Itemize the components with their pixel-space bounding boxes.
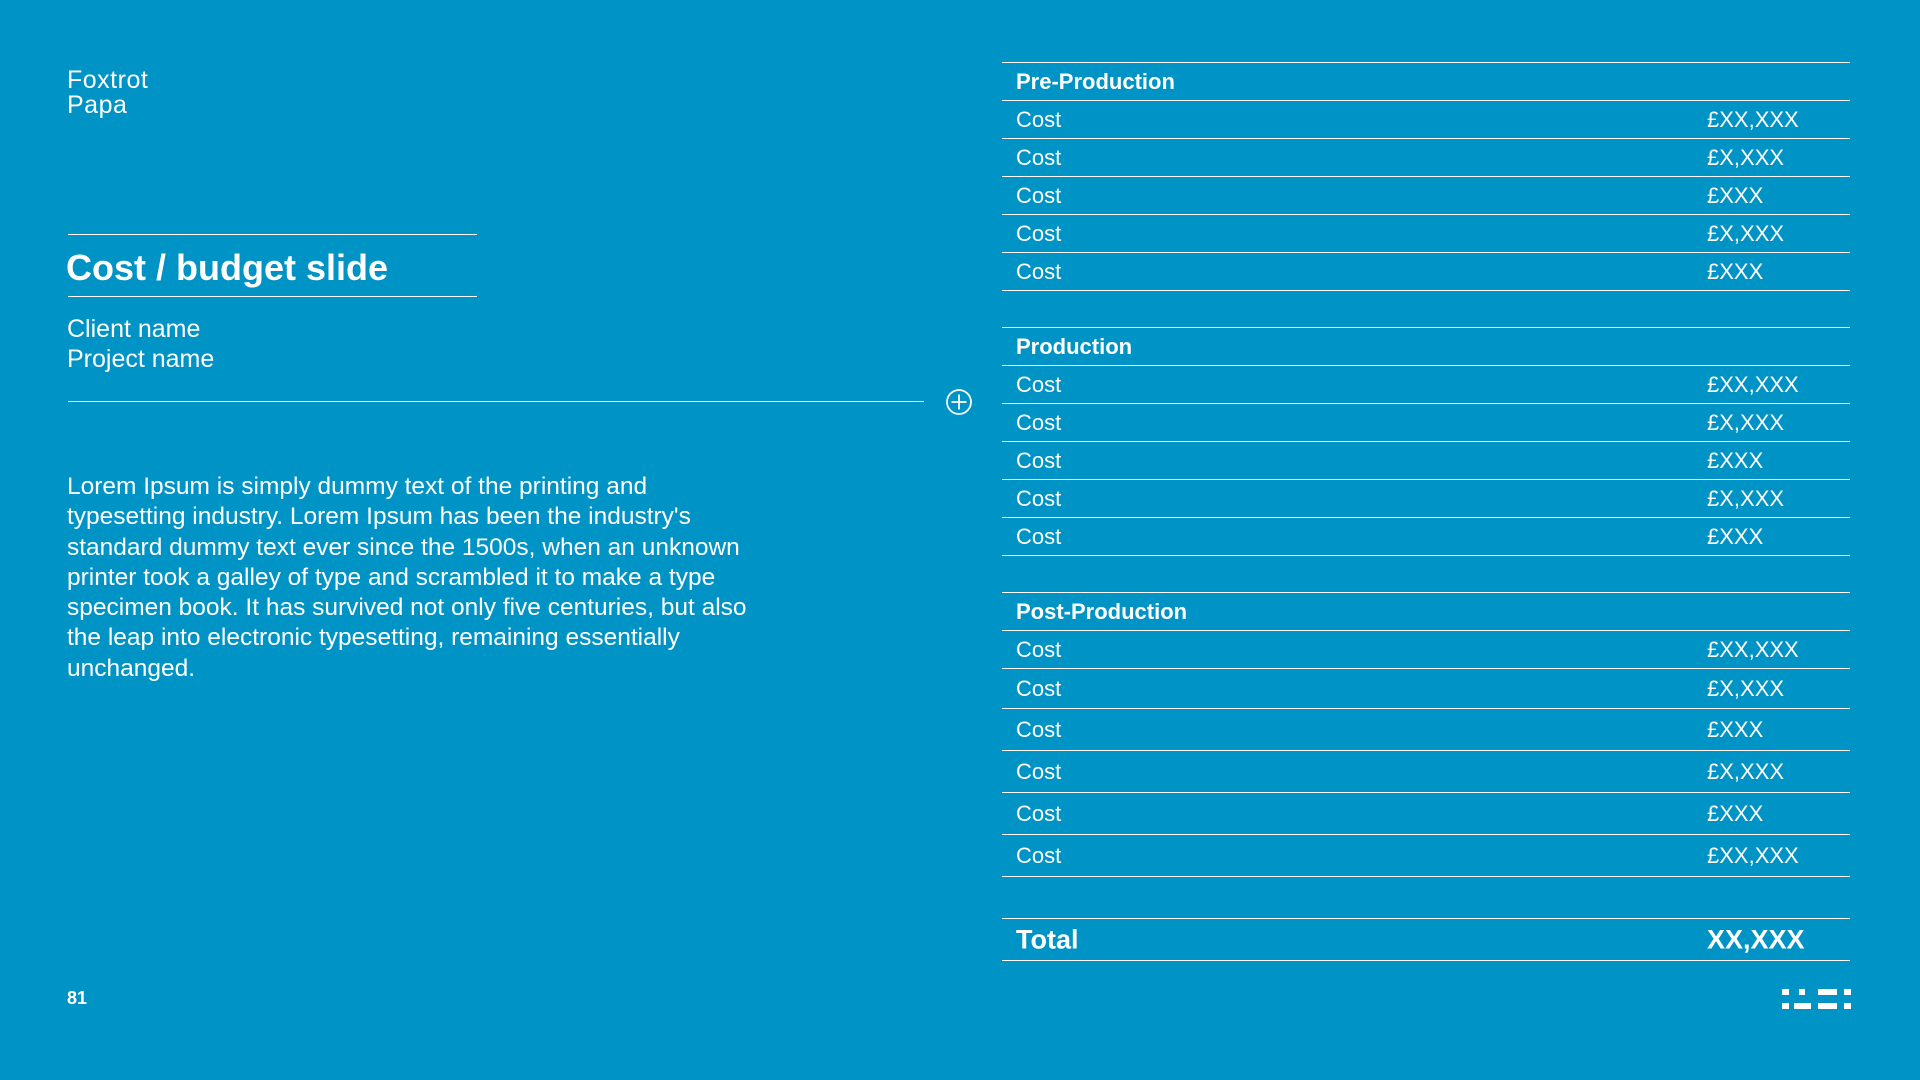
cost-value: £XXX [1707,258,1764,284]
total-end-rule [1002,960,1850,961]
cost-label: Cost [1016,106,1062,132]
client-name: Client name [67,315,201,343]
brand-mark-icon [1782,989,1851,1011]
table-row [1002,100,1850,138]
section-end-rule [1002,876,1850,877]
section-title: Post-Production [1016,598,1188,624]
cost-label: Cost [1016,758,1062,784]
cost-label: Cost [1016,842,1062,868]
page-number: 81 [67,988,88,1008]
section-header [1002,327,1850,365]
cost-value: £XXX [1707,523,1764,549]
cost-value: £X,XXX [1707,485,1785,511]
title-rule-bottom [68,296,477,297]
cost-label: Cost [1016,716,1062,742]
total-row [1002,918,1850,960]
table-row [1002,365,1850,403]
cost-label: Cost [1016,371,1062,397]
cost-value: £XX,XXX [1707,636,1799,662]
cost-label: Cost [1016,220,1062,246]
body-text: Lorem Ipsum is simply dummy text of the printing and typesetting industry. Lorem Ipsum has been the industry's standard dummy text ever since the 1500s, when an unknown printer took a galley of type and scrambled it to make a type specimen book. It has survived not only five centuries, but also the leap into electronic typesetting, remaining essentially unchanged. [67,473,747,682]
table-row [1002,750,1850,792]
cost-label: Cost [1016,485,1062,511]
table-row [1002,792,1850,834]
table-row [1002,708,1850,750]
cost-label: Cost [1016,182,1062,208]
section-end-rule [1002,290,1850,291]
cost-value: £X,XXX [1707,758,1785,784]
table-row [1002,517,1850,555]
section-header [1002,62,1850,100]
logo [67,68,148,118]
project-name: Project name [67,345,215,373]
total-value: XX,XXX [1707,924,1805,954]
cost-label: Cost [1016,523,1062,549]
cost-value: £X,XXX [1707,675,1785,701]
logo-line-1: Foxtrot [67,66,149,94]
section-header [1002,592,1850,630]
table-row [1002,668,1850,708]
cost-value: £XX,XXX [1707,842,1799,868]
table-row [1002,252,1850,290]
client-block [67,314,214,374]
table-row [1002,176,1850,214]
plus-circle-icon[interactable] [945,388,973,416]
cost-value: £XX,XXX [1707,106,1799,132]
cost-label: Cost [1016,636,1062,662]
cost-label: Cost [1016,675,1062,701]
cost-value: £XXX [1707,716,1764,742]
table-row [1002,479,1850,517]
table-row [1002,630,1850,668]
cost-label: Cost [1016,447,1062,473]
cost-value: £X,XXX [1707,409,1785,435]
table-row [1002,834,1850,876]
logo-line-2: Papa [67,91,128,119]
cost-value: £XXX [1707,800,1764,826]
cost-value: £X,XXX [1707,144,1785,170]
cost-label: Cost [1016,258,1062,284]
cost-label: Cost [1016,800,1062,826]
cost-label: Cost [1016,144,1062,170]
cost-value: £XX,XXX [1707,371,1799,397]
table-row [1002,403,1850,441]
table-row [1002,138,1850,176]
divider-rule [68,401,924,402]
title-rule-top [68,234,477,235]
cost-label: Cost [1016,409,1062,435]
cost-value: £XXX [1707,182,1764,208]
table-row [1002,214,1850,252]
total-label: Total [1016,924,1079,954]
section-title: Pre-Production [1016,68,1175,94]
section-title: Production [1016,333,1133,359]
cost-value: £XXX [1707,447,1764,473]
table-row [1002,441,1850,479]
cost-value: £X,XXX [1707,220,1785,246]
section-end-rule [1002,555,1850,556]
slide-title: Cost / budget slide [66,247,389,288]
